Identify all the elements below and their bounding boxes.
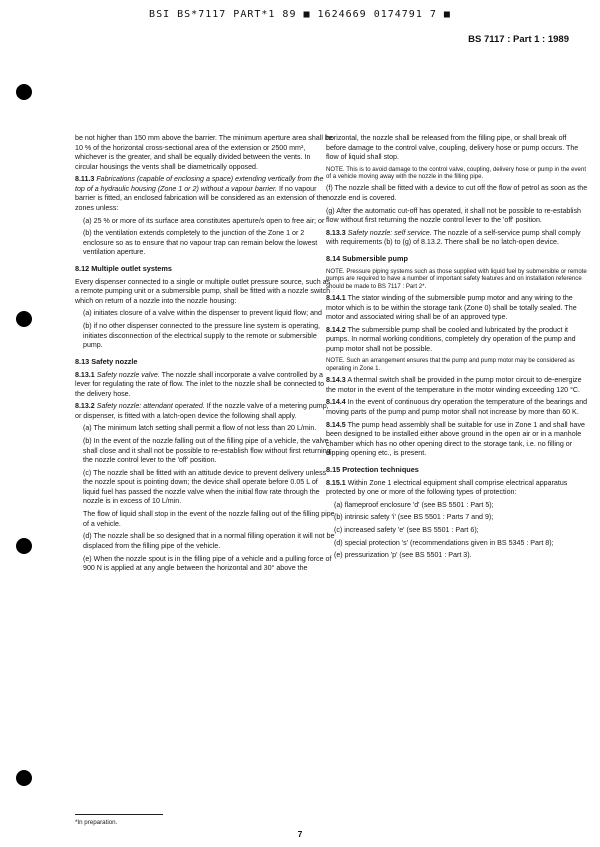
list-item: (b) intrinsic safety 'i' (see BS 5501 : Parts 7 and 9); — [334, 513, 494, 522]
clause-number: 8.14.5 — [326, 420, 346, 429]
clause-number: 8.11.3 — [75, 175, 95, 184]
header-code-line: BSI BS*7117 PART*1 89 ■ 1624669 0174791 7 ■ — [149, 9, 451, 20]
section-heading: 8.15 Protection techniques — [326, 465, 419, 475]
punch-hole-3 — [16, 538, 32, 554]
clause-body: The nozzle shall incorporate a valve controlled by a lever for regulating the rate of flow. The inlet to the nozzle shall be connected to the delivery hose. — [75, 370, 325, 398]
clause-body: A thermal switch shall be provided in the pump motor circuit to de-energize the motor in the event of the temperature in the motor winding exceeding 120 °C. — [326, 376, 582, 394]
list-item: (c) The nozzle shall be fitted with an attitude device to prevent delivery unless the nozzle spout is pointing down; the device shall operate before 0.05 L of liquid fuel has passed the nozzle valve when the initial flow rate through the nozzle is in excess of 10 L/min. — [83, 468, 327, 506]
note-text: NOTE. This is to avoid damage to the control valve, coupling, delivery hose or pump in the event of a vehicle moving away with the nozzle in the filling pipe. — [326, 165, 587, 181]
clause-number: 8.15.1 — [326, 478, 346, 487]
clause-paragraph — [326, 326, 588, 355]
clause-body: If no vapour barrier is fitted, an enclosed fabrication will be considered as an extension of the zones unless: — [75, 184, 327, 212]
clause-body: The nozzle of a self-service pump shall comply with requirements (b) to (g) of 8.13.2. There shall be no latch-open device. — [326, 228, 581, 247]
clause-body: Within Zone 1 electrical equipment shall comprise electrical apparatus protected by one or more of the following types of protection: — [326, 478, 568, 497]
clause-number: 8.14.2 — [326, 325, 346, 334]
list-item: (e) pressurization 'p' (see BS 5501 : Part 3). — [334, 551, 472, 560]
note-text: NOTE. Such an arrangement ensures that the pump and pump motor may be considered as operating in Zone 1. — [326, 357, 575, 373]
clause-number: 8.13.1 — [75, 370, 95, 379]
clause-body: In the event of continuous dry operation the temperature of the bearings and moving parts of the pump and pump motor shall not increase by more than 60 K. — [326, 398, 588, 416]
list-item: (a) initiates closure of a valve within the dispenser to prevent liquid flow; and — [83, 309, 322, 318]
clause-number: 8.13.3 — [326, 228, 346, 237]
punch-hole-4 — [16, 770, 32, 786]
clause-paragraph — [326, 398, 588, 417]
body-paragraph: Every dispenser connected to a single or multiple outlet pressure source, such as a remote pumping unit or a submersible pump, shall be fitted with a nozzle switch which on return of a nozzle into the nozzle housing: — [75, 277, 331, 305]
clause-number: 8.14.4 — [326, 398, 346, 407]
clause-body: The stator winding of the submersible pump motor and any wiring to the motor which is to be within the storage tank (Zone 0) shall be totally sealed. The motor and associated wiring shall be of an approved type. — [326, 294, 577, 322]
list-item: (d) The nozzle shall be so designed that in a normal filling operation it will not be displaced from the filling pipe of the vehicle. — [83, 532, 335, 550]
clause-paragraph — [326, 376, 588, 395]
body-paragraph: (f) The nozzle shall be fitted with a device to cut off the flow of petrol as soon as the nozzle end is covered. — [326, 184, 588, 202]
right-column — [326, 134, 588, 564]
left-column — [75, 134, 335, 577]
punch-hole-1 — [16, 84, 32, 100]
body-paragraph: horizontal, the nozzle shall be released from the filling pipe, or shall break off before damage to the control valve, coupling, delivery hose or pump occurs. The flow of liquid shall stop. — [326, 134, 579, 162]
clause-paragraph — [75, 175, 335, 213]
clause-number: 8.14.3 — [326, 376, 346, 385]
section-heading: 8.14 Submersible pump — [326, 254, 408, 264]
list-item: (a) flameproof enclosure 'd' (see BS 5501 : Part 5); — [334, 500, 494, 509]
clause-paragraph — [326, 479, 588, 498]
clause-paragraph — [75, 371, 335, 400]
list-item: (b) the ventilation extends completely to the junction of the Zone 1 or 2 enclosure so as to ensure that no vapour trap can remain below the lowest ventilation aperture. — [83, 229, 318, 257]
list-item: (b) if no other dispenser connected to the pressure line system is operating, initiates disconnection of the electrical supply to the remote or submersible pump. — [83, 322, 320, 350]
clause-body: The pump head assembly shall be suitable for use in Zone 1 and shall have been designed to be installed either above ground in the open air or in a manhole chamber which has no other opening direct to the storage tank, i.e. no filling or dipping opening etc., is present. — [326, 420, 585, 458]
list-item: The flow of liquid shall stop in the event of the nozzle falling out of the filling pipe of a vehicle. — [83, 510, 335, 528]
clause-number: 8.14.1 — [326, 294, 346, 303]
clause-paragraph — [75, 402, 335, 421]
note-text: NOTE. Pressure piping systems such as those supplied with liquid fuel by submersible or remote pumps are required to have a number of important safety features and on installation reference should be made to BS 7117 : Part 2*. — [326, 267, 587, 290]
page-number: 7 — [297, 829, 303, 839]
clause-title: Safety nozzle valve. — [96, 370, 160, 379]
clause-body: If the nozzle valve of a metering pump, or dispenser, is fitted with a latch-open device the following shall apply. — [75, 402, 329, 420]
list-item: (a) The minimum latch setting shall permit a flow of not less than 20 L/min. — [83, 424, 317, 433]
section-heading: 8.12 Multiple outlet systems — [75, 264, 172, 274]
clause-title: Safety nozzle: self service. — [347, 228, 432, 237]
clause-title: Safety nozzle: attendant operated. — [96, 402, 205, 411]
footnote-divider — [75, 814, 163, 815]
body-paragraph: be not higher than 150 mm above the barrier. The minimum aperture area shall be 10 % of the horizontal cross-sectional area of the extension or 2500 mm², whichever is the greater, and shall be equally divided between the vents. In circular housings the vents shall be diametrically opposed. — [75, 134, 333, 171]
section-heading: 8.13 Safety nozzle — [75, 357, 138, 367]
footnote: *In preparation. — [75, 819, 118, 826]
list-item: (c) increased safety 'e' (see BS 5501 : Part 6); — [334, 526, 479, 535]
clause-paragraph — [326, 294, 588, 323]
list-item: (b) In the event of the nozzle falling out of the filling pipe of a vehicle, the valve shall close and it shall not be possible to re-establish flow without first returning the nozzle control lever to the 'off' position. — [83, 437, 331, 465]
standard-reference: BS 7117 : Part 1 : 1989 — [468, 34, 569, 45]
clause-paragraph — [326, 229, 588, 248]
body-paragraph: (g) After the automatic cut-off has operated, it shall not be possible to re-establish flow without first returning the nozzle control lever to the 'off' position. — [326, 206, 581, 225]
list-item: (e) When the nozzle spout is in the filling pipe of a vehicle and a pulling force of 900 N is applied at any angle between the horizontal and 30° above the — [83, 554, 332, 573]
clause-paragraph — [326, 421, 588, 459]
punch-hole-2 — [16, 311, 32, 327]
clause-body: The submersible pump shall be cooled and lubricated by the product it pumps. In normal working conditions, completely dry operation of the pump and pump motor shall not be possible. — [326, 325, 576, 353]
clause-title: Fabrications (capable of enclosing a space) extending vertically from the top of a hydraulic housing (Zone 1 or 2) without a vapour barrier. — [75, 175, 324, 193]
list-item: (d) special protection 's' (recommendations given in BS 5345 : Part 8); — [334, 538, 554, 547]
list-item: (a) 25 % or more of its surface area constitutes aperture/s open to free air; or — [83, 216, 325, 225]
clause-number: 8.13.2 — [75, 402, 95, 411]
